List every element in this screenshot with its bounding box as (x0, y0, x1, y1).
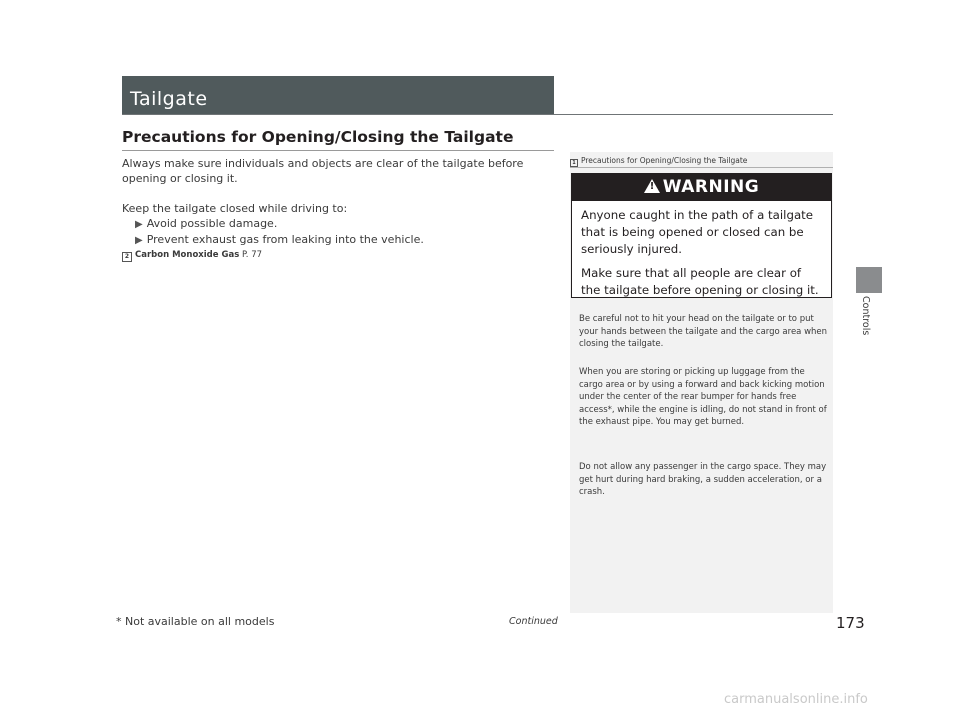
warning-triangle-icon (644, 179, 660, 193)
reference-label: Carbon Monoxide Gas (135, 250, 240, 260)
watermark: carmanualsonline.info (724, 692, 868, 707)
keep-closed-text: Keep the tailgate closed while driving to: (122, 202, 348, 215)
side-paragraph (579, 461, 829, 499)
bullet-text: Prevent exhaust gas from leaking into the vehicle. (146, 233, 424, 246)
warning-title: WARNING (662, 177, 760, 197)
side-paragraph-text: When you are storing or picking up luggage from the cargo area or by using a forward and back kicking motion under the center of the rear bumper for hands free access*, while the engine is idling, do not stand in front of the exhaust pipe. You may get burned. (579, 367, 827, 427)
title-bar (122, 76, 554, 115)
chapter-tab-label: Controls (860, 296, 871, 336)
reference-page: P. 77 (241, 250, 263, 260)
continued-label: Continued (509, 616, 558, 627)
footnote: * Not available on all models (116, 615, 275, 628)
section-heading: Precautions for Opening/Closing the Tailgate (122, 128, 514, 146)
title-divider (122, 114, 833, 115)
side-heading-divider (570, 167, 833, 168)
arrow-icon: ▶ (135, 219, 143, 230)
section-divider (122, 150, 554, 151)
bullet-item (135, 232, 555, 248)
reference-arrow-icon: 2 (122, 252, 132, 262)
warning-header (572, 174, 831, 201)
note-marker-icon: 1 (570, 159, 578, 167)
warning-line: Anyone caught in the path of a tailgate that is being opened or closed can be seriously injured. (581, 208, 814, 256)
chapter-tab[interactable] (856, 267, 882, 293)
bullet-item (135, 216, 555, 232)
warning-box (571, 173, 832, 298)
intro-paragraph: Always make sure individuals and objects are clear of the tailgate before opening or closing it. (122, 157, 524, 185)
arrow-icon: ▶ (135, 235, 143, 246)
side-paragraph (579, 313, 829, 351)
warning-text (572, 201, 831, 299)
side-heading-text: Precautions for Opening/Closing the Tailgate (581, 156, 748, 165)
reference-link[interactable] (122, 250, 262, 262)
side-heading (570, 156, 747, 167)
side-paragraph-text: Be careful not to hit your head on the tailgate or to put your hands between the tailgate and the cargo area when closing the tailgate. (579, 314, 828, 349)
side-paragraph (579, 366, 829, 429)
page-title: Tailgate (130, 88, 208, 110)
side-paragraph-text: Do not allow any passenger in the cargo space. They may get hurt during hard braking, a sudden acceleration, or a crash. (579, 462, 827, 497)
page-number: 173 (836, 614, 865, 632)
warning-line: Make sure that all people are clear of the tailgate before opening or closing it. (581, 266, 819, 297)
bullet-text: Avoid possible damage. (146, 217, 278, 230)
